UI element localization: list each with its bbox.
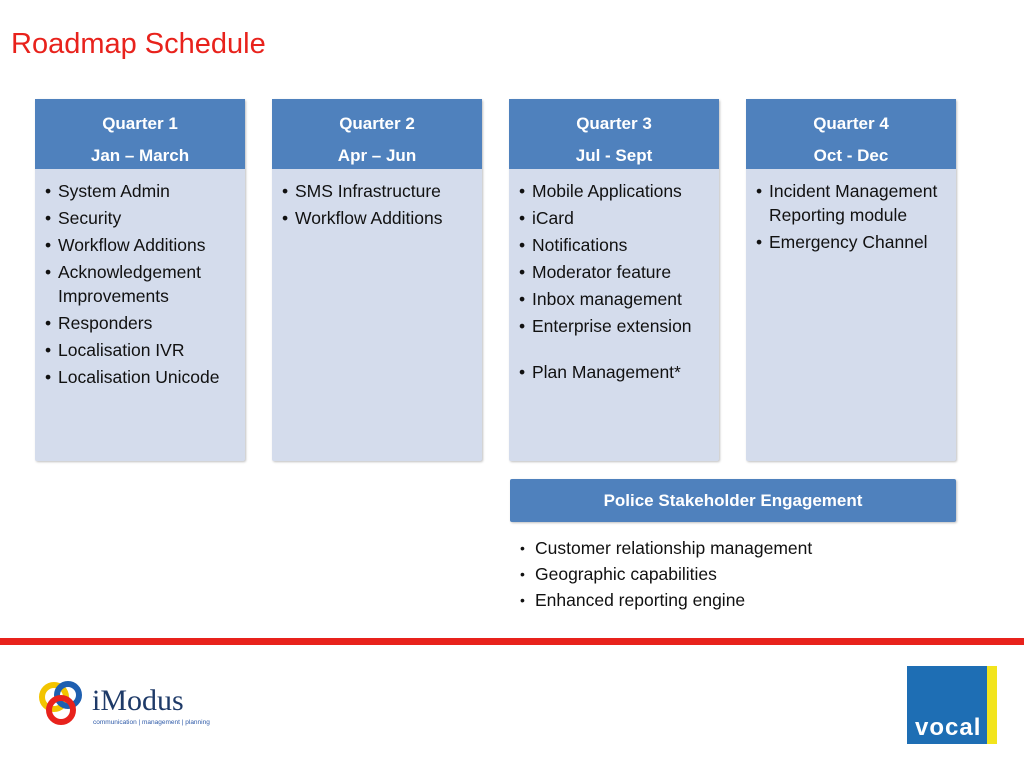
list-item: • Mobile Applications [519, 179, 713, 203]
imodus-tagline: communication | management | planning [93, 719, 210, 726]
list-item: • Acknowledgement Improvements [45, 260, 239, 308]
quarter-1-title: Quarter 1 [102, 114, 178, 133]
police-engagement-header: Police Stakeholder Engagement [510, 479, 956, 522]
imodus-wordmark: iModus [92, 684, 184, 717]
police-engagement-list [520, 535, 950, 613]
quarter-4-period: Oct - Dec [813, 146, 889, 165]
list-item: • Security [45, 206, 239, 230]
quarter-3-header [509, 99, 719, 169]
list-item: • Incident Management Reporting module [756, 179, 950, 227]
quarter-3-period: Jul - Sept [575, 146, 653, 165]
list-item: • Enterprise extension [519, 314, 713, 338]
list-item: • SMS Infrastructure [282, 179, 476, 203]
vocal-logo [907, 666, 997, 744]
list-item: • Emergency Channel [756, 230, 950, 254]
list-item: • Inbox management [519, 287, 713, 311]
list-item: • Plan Management* [519, 360, 713, 384]
vocal-stripe [987, 666, 997, 744]
vocal-wordmark: vocal [915, 714, 982, 741]
list-item: • Moderator feature [519, 260, 713, 284]
quarter-2-header [272, 99, 482, 169]
list-item: • Localisation IVR [45, 338, 239, 362]
quarter-1-header [35, 99, 245, 169]
list-item: • Geographic capabilities [520, 561, 950, 587]
quarter-4-panel [746, 99, 956, 461]
list-item: • Responders [45, 311, 239, 335]
list-item: • Enhanced reporting engine [520, 587, 950, 613]
list-item: • Workflow Additions [45, 233, 239, 257]
quarter-2-period: Apr – Jun [337, 146, 417, 165]
quarter-4-header [746, 99, 956, 169]
quarter-4-title: Quarter 4 [813, 114, 889, 133]
slide-title: Roadmap Schedule [11, 28, 266, 60]
quarter-3-panel [509, 99, 719, 461]
imodus-rings-icon [36, 677, 90, 731]
quarter-2-panel [272, 99, 482, 461]
quarter-1-panel [35, 99, 245, 461]
imodus-logo [36, 677, 210, 732]
quarter-1-period: Jan – March [90, 146, 190, 165]
list-item: • System Admin [45, 179, 239, 203]
quarter-3-list [509, 169, 719, 384]
list-item: • Localisation Unicode [45, 365, 239, 389]
quarter-4-list [746, 169, 956, 254]
footer-divider [0, 638, 1024, 645]
list-item: • Customer relationship management [520, 535, 950, 561]
quarter-1-list [35, 169, 245, 389]
list-item: • Notifications [519, 233, 713, 257]
quarter-3-title: Quarter 3 [576, 114, 652, 133]
quarter-2-list [272, 169, 482, 230]
quarter-2-title: Quarter 2 [339, 114, 415, 133]
list-item: • Workflow Additions [282, 206, 476, 230]
list-item: • iCard [519, 206, 713, 230]
